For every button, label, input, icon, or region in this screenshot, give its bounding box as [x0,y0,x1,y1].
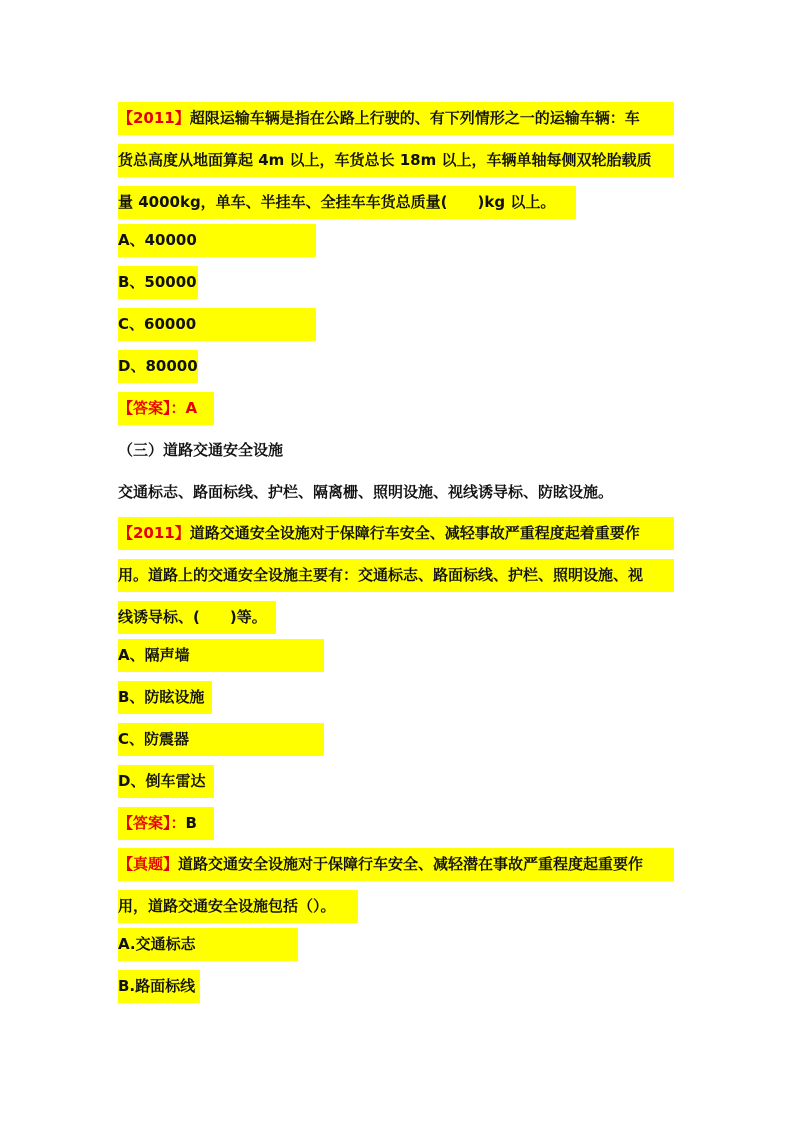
q3-option-a: A.交通标志 [118,928,298,961]
q2-option-b: B、防眩设施 [118,681,212,714]
q2-year-tag: 【2011】 [118,524,190,542]
q1-answer: 【答案】：A [118,392,214,425]
q2-line-1: 【2011】道路交通安全设施对于保障行车安全、减轻事故严重程度起着重要作 [118,517,674,550]
q1-year-tag: 【2011】 [118,109,190,127]
q2-option-a: A、隔声墙 [118,639,324,672]
q1-option-d: D、80000 [118,350,198,383]
q3-option-b: B.路面标线 [118,970,200,1003]
q1-option-c: C、60000 [118,308,316,341]
section-heading: （三）道路交通安全设施 [118,441,284,459]
q2-line-2: 用。道路上的交通安全设施主要有：交通标志、路面标线、护栏、照明设施、视 [118,559,674,592]
section-body: 交通标志、路面标线、护栏、隔离栅、照明设施、视线诱导标、防眩设施。 [118,483,614,501]
q3-line-1: 【真题】道路交通安全设施对于保障行车安全、减轻潜在事故严重程度起重要作 [118,848,674,881]
q2-line-3: 线诱导标、( )等。 [118,601,276,634]
q3-line-2: 用，道路交通安全设施包括（）。 [118,890,358,923]
q1-option-a: A、40000 [118,224,316,257]
q1-line-3: 量 4000kg，单车、半挂车、全挂车车货总质量( )kg 以上。 [118,186,576,219]
q1-line-2: 货总高度从地面算起 4m 以上，车货总长 18m 以上，车辆单轴每侧双轮胎载质 [118,144,674,177]
q2-answer: 【答案】：B [118,807,214,840]
q1-line-1: 【2011】超限运输车辆是指在公路上行驶的、有下列情形之一的运输车辆：车 [118,102,674,135]
q2-option-c: C、防震器 [118,723,324,756]
q1-option-b: B、50000 [118,266,198,299]
q2-option-d: D、倒车雷达 [118,765,214,798]
q3-tag: 【真题】 [118,855,179,873]
